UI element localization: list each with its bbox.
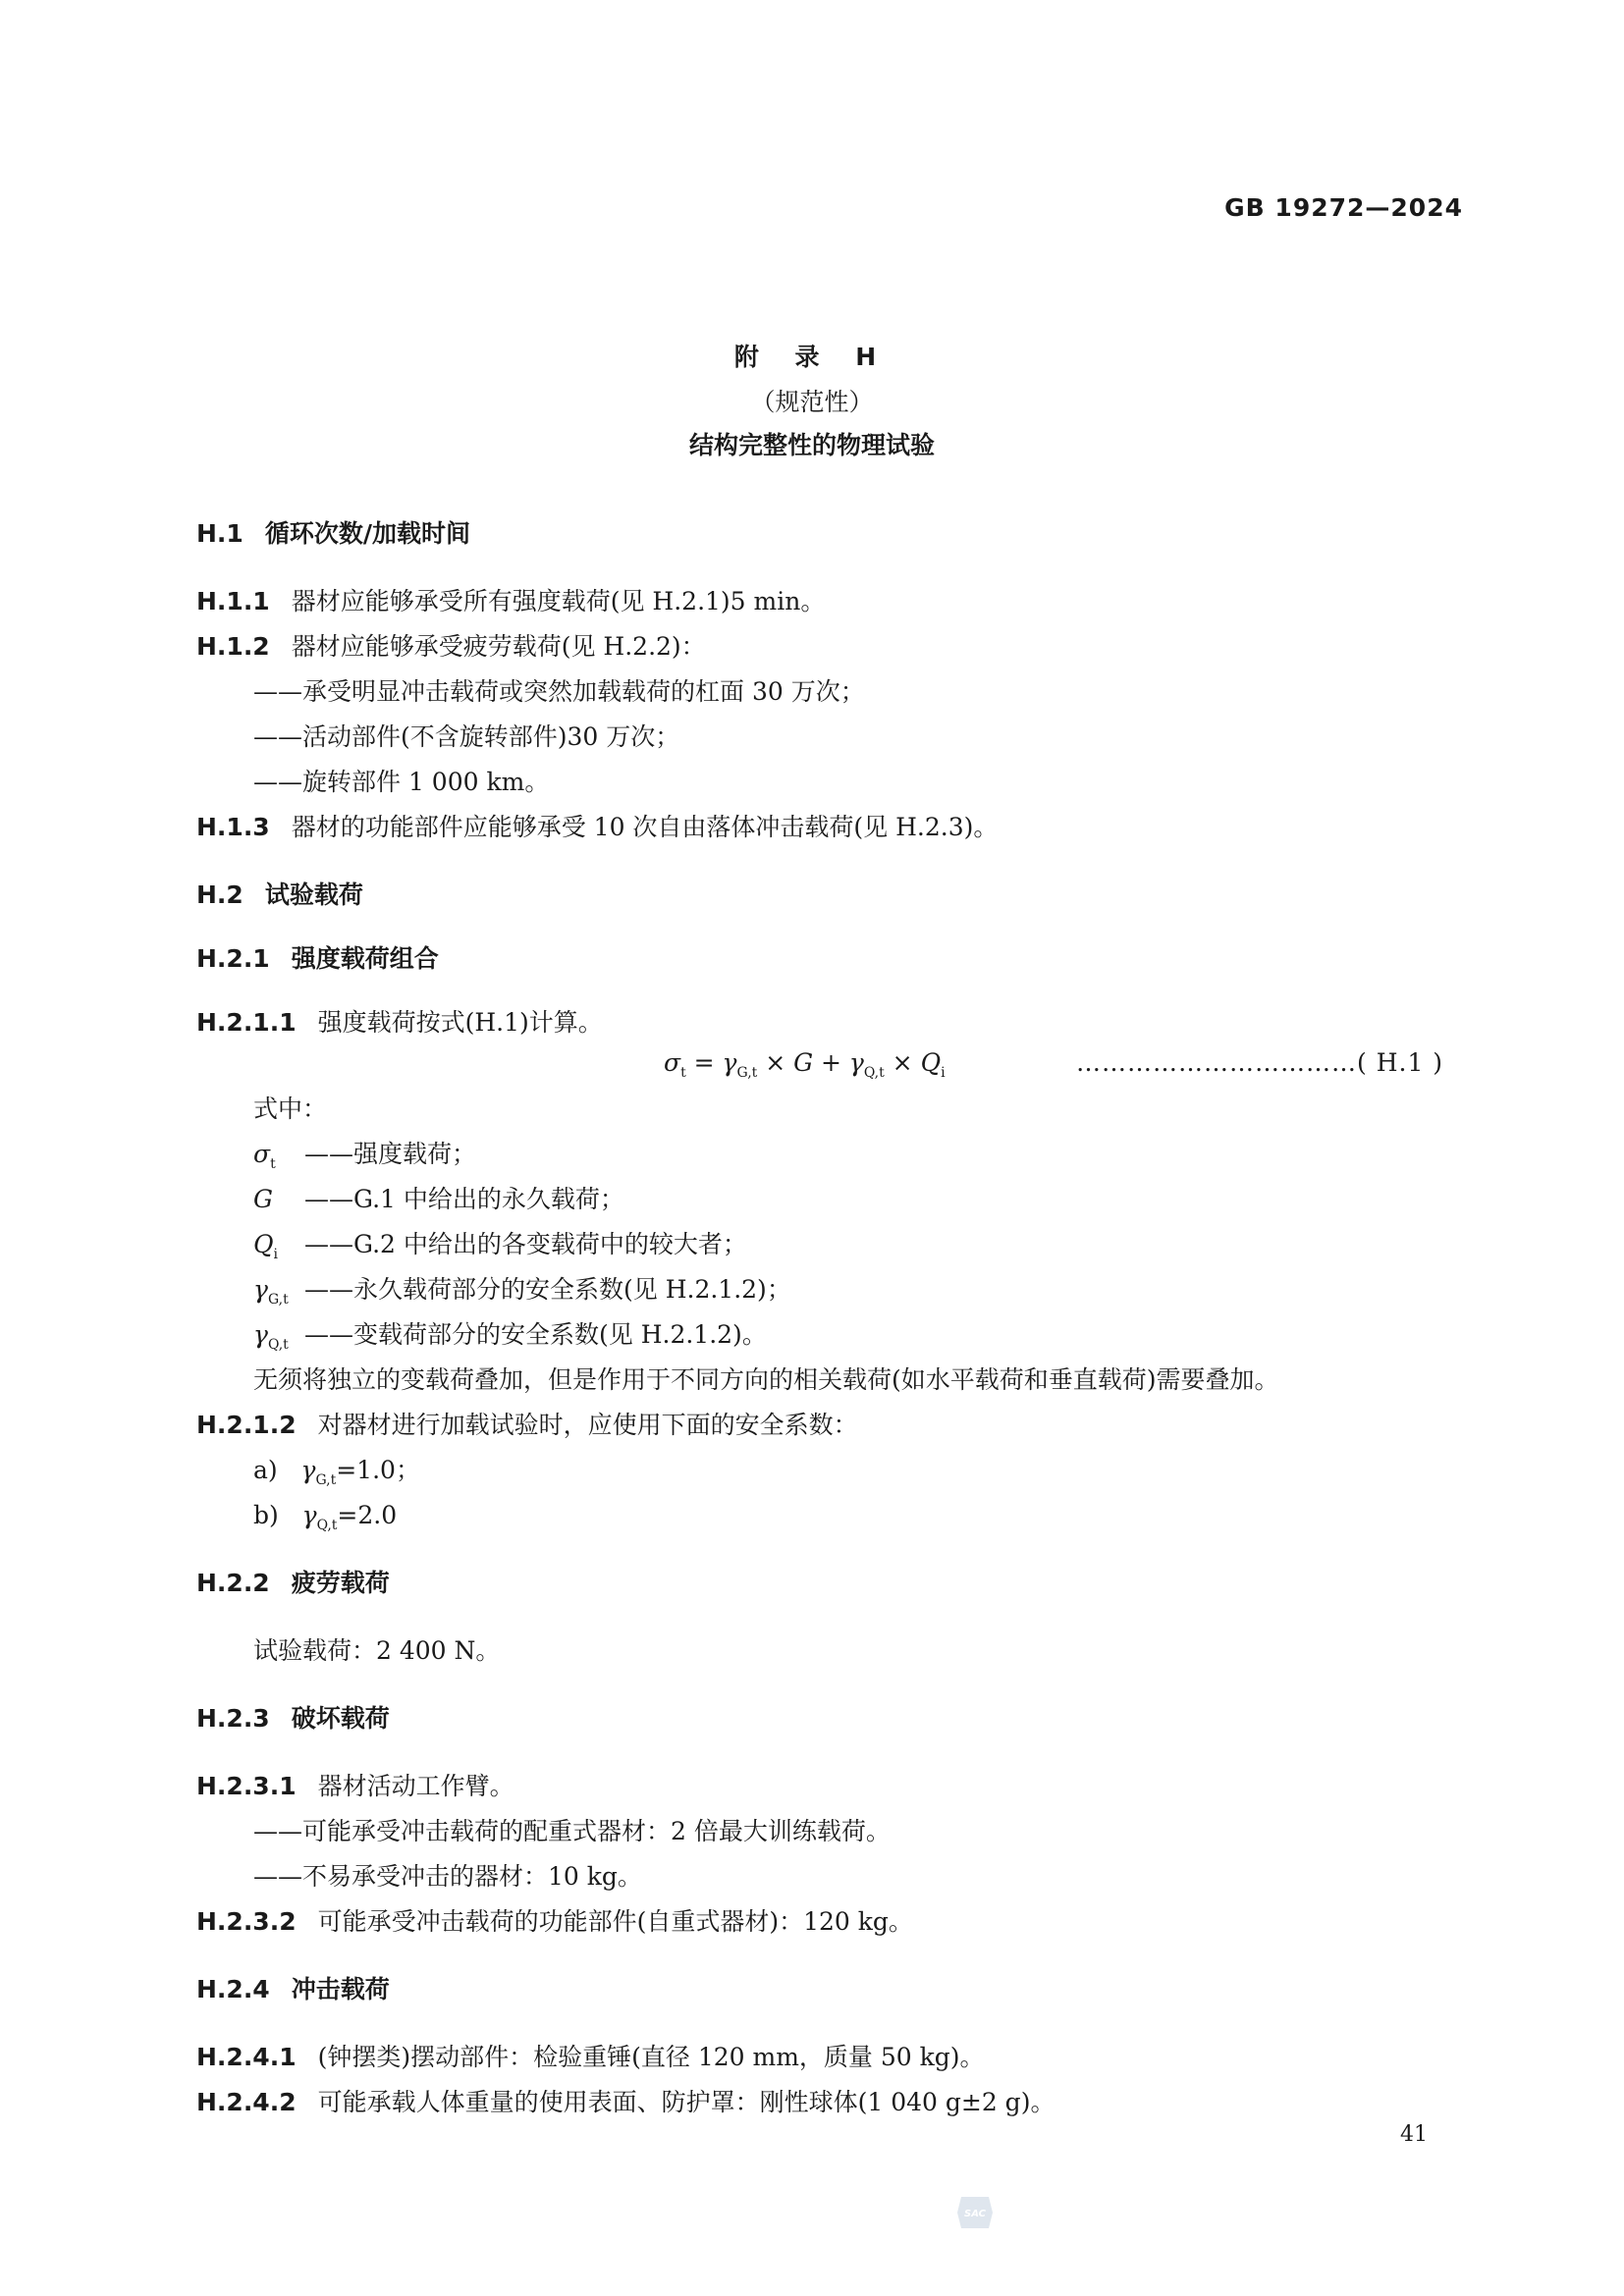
clause-text: 器材的功能部件应能够承受 10 次自由落体冲击载荷(见 H.2.3)。 (291, 813, 999, 841)
clause-text: 可能承受冲击载荷的功能部件(自重式器材)：120 kg。 (317, 1907, 913, 1936)
section-h2-2 (196, 1568, 390, 1599)
formula-dots: …………………………… (1076, 1048, 1357, 1077)
standard-number: GB 19272—2024 (1224, 193, 1463, 222)
section-h1 (196, 518, 470, 550)
clause-h1-1 (196, 586, 825, 617)
clause-h1-2 (196, 631, 706, 663)
symbol-def: $\gamma_{G,t}$ ——永久载荷部分的安全系数(见 H.2.1.2)； (253, 1275, 791, 1308)
section-title: 试验载荷 (264, 881, 363, 909)
clause-number: H.2.3.2 (196, 1907, 297, 1936)
clause-text: 对器材进行加载试验时，应使用下面的安全系数： (317, 1411, 858, 1439)
clause-text: 器材应能够承受疲劳载荷(见 H.2.2)： (291, 632, 706, 661)
list-item: ——不易承受冲击的器材：10 kg。 (253, 1862, 642, 1891)
clause-number: H.1.2 (196, 632, 270, 661)
section-title: 强度载荷组合 (291, 944, 439, 973)
symbol-def-text: ——G.1 中给出的永久载荷； (304, 1185, 624, 1213)
svg-text:SAC: SAC (964, 2209, 986, 2219)
clause-h2-4-2 (196, 2087, 1055, 2118)
section-title: 循环次数/加载时间 (264, 519, 470, 548)
clause-h2-1-1 (196, 1007, 603, 1039)
clause-number: H.2.1.2 (196, 1411, 297, 1439)
clause-number: H.2.4.1 (196, 2043, 297, 2071)
clause-h2-4-1 (196, 2042, 985, 2073)
list-value: =1.0； (336, 1456, 420, 1484)
page-number: 41 (1400, 2122, 1428, 2147)
list-item: ——可能承受冲击载荷的配重式器材：2 倍最大训练载荷。 (253, 1817, 891, 1845)
clause-text: 试验载荷：2 400 N。 (253, 1636, 501, 1665)
list-value: =2.0 (337, 1501, 398, 1529)
note-text: 无须将独立的变载荷叠加，但是作用于不同方向的相关载荷(如水平载荷和垂直载荷)需要叠加。 (253, 1365, 1279, 1394)
clause-h2-3-2 (196, 1906, 913, 1938)
symbol-def-text: ——变载荷部分的安全系数(见 H.2.1.2)。 (304, 1320, 767, 1349)
section-number: H.2.4 (196, 1975, 270, 2003)
section-number: H.2.3 (196, 1704, 270, 1733)
clause-text: 可能承载人体重量的使用表面、防护罩：刚性球体(1 040 g±2 g)。 (317, 2088, 1056, 2116)
clause-number: H.1.1 (196, 587, 270, 615)
appendix-kind: （规范性） (750, 388, 874, 416)
symbol-def: $\gamma_{Q,t}$ ——变载荷部分的安全系数(见 H.2.1.2)。 (253, 1320, 767, 1353)
symbol-def-text: ——G.2 中给出的各变载荷中的较大者； (304, 1230, 747, 1258)
section-h2-3 (196, 1703, 390, 1735)
list-item: ——活动部件(不含旋转部件)30 万次； (253, 722, 680, 751)
symbol-def-text: ——强度载荷； (304, 1140, 477, 1168)
section-number: H.1 (196, 519, 244, 548)
clause-text: (钟摆类)摆动部件：检验重锤(直径 120 mm，质量 50 kg)。 (317, 2043, 985, 2071)
list-item: ——旋转部件 1 000 km。 (253, 768, 550, 796)
clause-text: 器材应能够承受所有强度载荷(见 H.2.1)5 min。 (291, 587, 826, 615)
clause-h2-1-2 (196, 1410, 858, 1441)
formula-h1: $\sigma_t = \gamma_{G,t} \times G + \gamma_{Q,t} \times Q_i$ (664, 1048, 946, 1081)
symbol-def-text: ——永久载荷部分的安全系数(见 H.2.1.2)； (304, 1275, 791, 1304)
appendix-title: 附 录 H (733, 343, 891, 371)
list-item-a: a) $\gamma_{G,t}=1.0$； (253, 1456, 420, 1488)
section-title: 疲劳载荷 (291, 1569, 390, 1597)
list-label: a) (253, 1456, 278, 1484)
section-number: H.2.1 (196, 944, 270, 973)
clause-h2-3-1 (196, 1771, 514, 1802)
symbol-def: G ——G.1 中给出的永久载荷； (253, 1185, 624, 1213)
where-intro: 式中： (253, 1095, 328, 1123)
appendix-name: 结构完整性的物理试验 (688, 431, 935, 459)
formula-label: ( H.1 ) (1357, 1048, 1444, 1077)
clause-number: H.2.4.2 (196, 2088, 297, 2116)
list-item: ——承受明显冲击载荷或突然加载载荷的杠面 30 万次； (253, 677, 865, 706)
clause-number: H.2.3.1 (196, 1772, 297, 1800)
section-title: 冲击载荷 (291, 1975, 390, 2003)
symbol-def: $Q_i$ ——G.2 中给出的各变载荷中的较大者； (253, 1230, 747, 1262)
clause-text: 强度载荷按式(H.1)计算。 (317, 1008, 603, 1037)
clause-number: H.1.3 (196, 813, 270, 841)
section-number: H.2 (196, 881, 244, 909)
section-h2 (196, 880, 363, 911)
list-label: b) (253, 1501, 279, 1529)
clause-h1-3 (196, 812, 998, 843)
list-item-b: b) $\gamma_{Q,t}=2.0$ (253, 1501, 398, 1533)
symbol-def: $\sigma_t$ ——强度载荷； (253, 1140, 477, 1172)
section-number: H.2.2 (196, 1569, 270, 1597)
section-h2-4 (196, 1974, 390, 2005)
formula-leader (1076, 1048, 1443, 1077)
section-h2-1 (196, 943, 439, 975)
clause-text: 器材活动工作臂。 (317, 1772, 514, 1800)
clause-number: H.2.1.1 (196, 1008, 297, 1037)
sac-logo-icon (955, 2195, 995, 2230)
section-title: 破坏载荷 (291, 1704, 390, 1733)
